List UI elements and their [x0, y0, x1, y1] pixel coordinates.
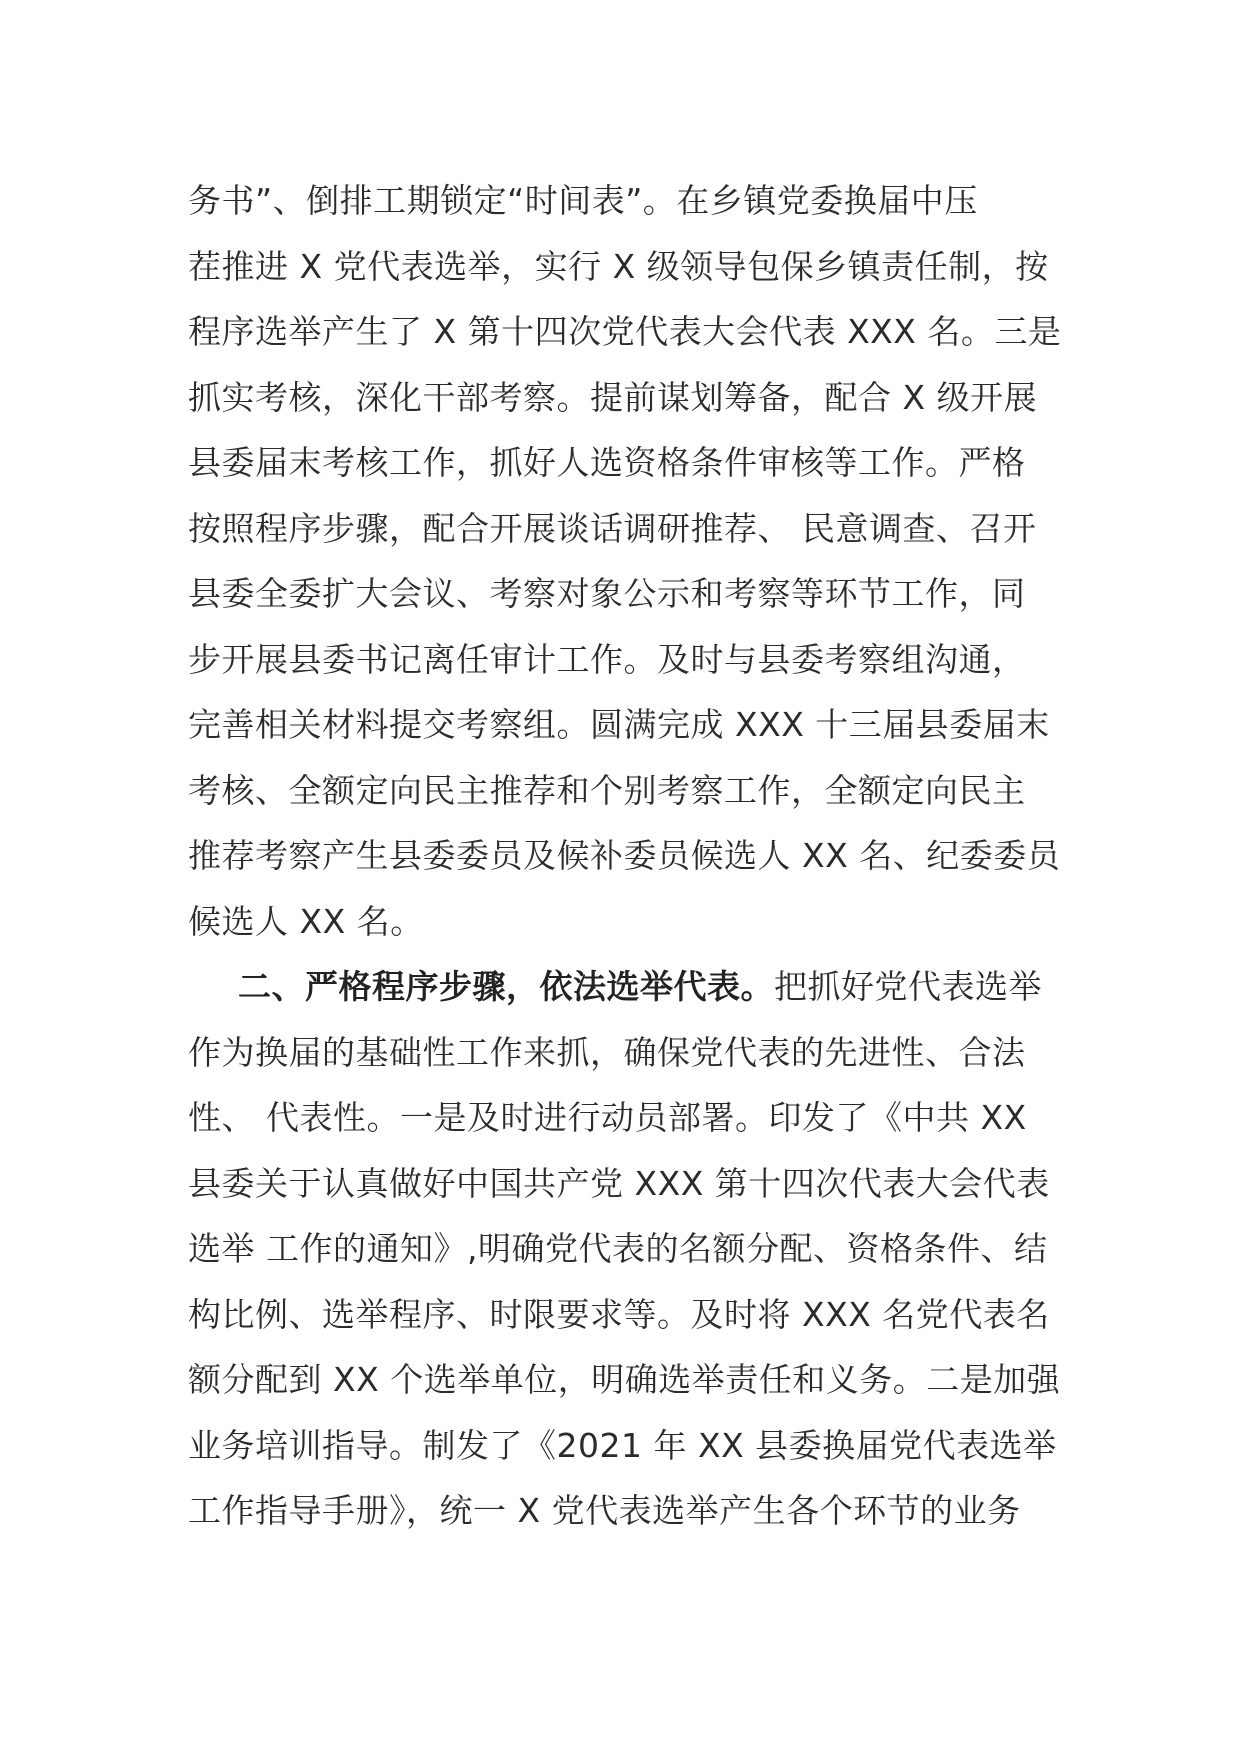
text-line: 程序选举产生了 X 第十四次党代表大会代表 XXX 名。三是	[188, 312, 1062, 351]
text-line: 步开展县委书记离任审计工作。及时与县委考察组沟通，	[188, 639, 1026, 679]
body-text	[188, 168, 1068, 1544]
text-line: 选举 工作的通知》,明确党代表的名额分配、资格条件、结	[188, 1229, 1048, 1268]
text-line: 额分配到 XX 个选举单位，明确选举责任和义务。二是加强	[188, 1360, 1061, 1399]
text-line: 工作指导手册》，统一 X 党代表选举产生各个环节的业务	[188, 1491, 1021, 1530]
text-line: 务书”、倒排工期锁定“时间表”。在乡镇党委换届中压	[188, 181, 978, 220]
text-line: 作为换届的基础性工作来抓，确保党代表的先进性、合法	[188, 1032, 1026, 1072]
text-line: 县委全委扩大会议、考察对象公示和考察等环节工作，同	[188, 574, 1026, 613]
text-line: 构比例、选举程序、时限要求等。及时将 XXX 名党代表名	[188, 1294, 1050, 1334]
text-line: 按照程序步骤，配合开展谈话调研推荐、 民意调查、召开	[188, 508, 1037, 548]
text-line: 性、 代表性。一是及时进行动员部署。印发了《中共 XX	[188, 1098, 1027, 1137]
text-line: 考核、全额定向民主推荐和个别考察工作，全额定向民主	[188, 770, 1026, 810]
text-line: 业务培训指导。制发了《2021 年 XX 县委换届党代表选举	[188, 1425, 1057, 1465]
text-line: 完善相关材料提交考察组。圆满完成 XXX 十三届县委届末	[188, 705, 1050, 744]
text-line: 推荐考察产生县委委员及候补委员候选人 XX 名、纪委委员	[188, 836, 1061, 875]
section-heading-continuation: 把抓好党代表选举	[774, 967, 1042, 1006]
text-line: 县委届末考核工作，抓好人选资格条件审核等工作。严格	[188, 443, 1026, 482]
section-heading: 二、严格程序步骤，依法选举代表。	[238, 967, 774, 1006]
text-line: 抓实考核，深化干部考察。提前谋划筹备，配合 X 级开展	[188, 377, 1038, 417]
text-line: 候选人 XX 名。	[188, 901, 424, 941]
section-heading-line	[188, 954, 1068, 1020]
text-line: 县委关于认真做好中国共产党 XXX 第十四次代表大会代表	[188, 1163, 1050, 1203]
text-line: 茬推进 X 党代表选举，实行 X 级领导包保乡镇责任制，按	[188, 246, 1049, 286]
